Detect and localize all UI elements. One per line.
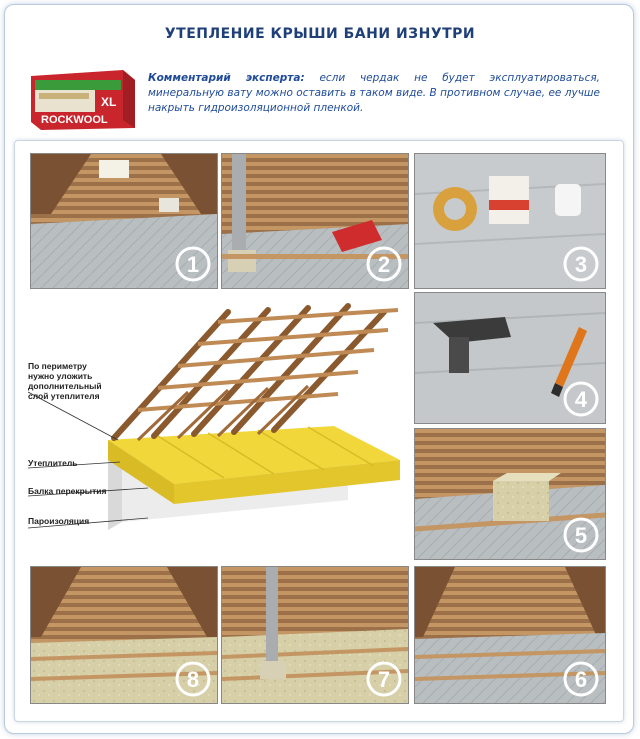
step-photo-7 [221, 566, 409, 704]
package-brand-text: ROCKWOOL [41, 114, 108, 126]
svg-text:1: 1 [186, 252, 200, 277]
step-photo-2 [221, 153, 409, 289]
package-size-text: XL [101, 95, 117, 109]
comment-text: если чердак не будет эксплуатироваться, минеральную вату можно оставить в таком виде. В противном случае, ее лучше накрыть гидроизоляционной пленкой. [148, 72, 600, 114]
svg-text:2: 2 [377, 252, 391, 277]
diagram-label-insulation: Утеплитель [28, 458, 78, 468]
diagram-label-vapor: Пароизоляция [28, 516, 90, 526]
roof-insulation-diagram [28, 290, 414, 552]
diagram-label-beam: Балка перекрытия [28, 486, 107, 496]
diagram-label-perimeter: По периметру нужно уложить дополнительный слой утеплителя [28, 361, 102, 401]
svg-text:6: 6 [574, 667, 588, 692]
step-number-7-icon [366, 661, 402, 697]
svg-text:3: 3 [574, 252, 588, 277]
step-number-6-icon [563, 661, 599, 697]
page-title: УТЕПЛЕНИЕ КРЫШИ БАНИ ИЗНУТРИ [164, 26, 476, 42]
svg-text:5: 5 [574, 523, 588, 548]
step-number-8-icon [175, 661, 211, 697]
expert-comment [148, 71, 600, 116]
step-number-2-icon [366, 246, 402, 282]
step-number-5-icon [563, 517, 599, 553]
step-photo-5 [414, 428, 606, 560]
step-number-1-icon [175, 246, 211, 282]
comment-lead: Комментарий эксперта: [148, 72, 305, 84]
step-photo-4 [414, 292, 606, 424]
step-photo-1 [30, 153, 218, 289]
step-photo-6 [414, 566, 606, 704]
step-number-3-icon [563, 246, 599, 282]
rockwool-package-image [27, 66, 139, 132]
step-photo-8 [30, 566, 218, 704]
svg-text:8: 8 [186, 667, 200, 692]
svg-text:4: 4 [574, 387, 588, 412]
svg-text:7: 7 [377, 667, 391, 692]
step-photo-3 [414, 153, 606, 289]
step-number-4-icon [563, 381, 599, 417]
